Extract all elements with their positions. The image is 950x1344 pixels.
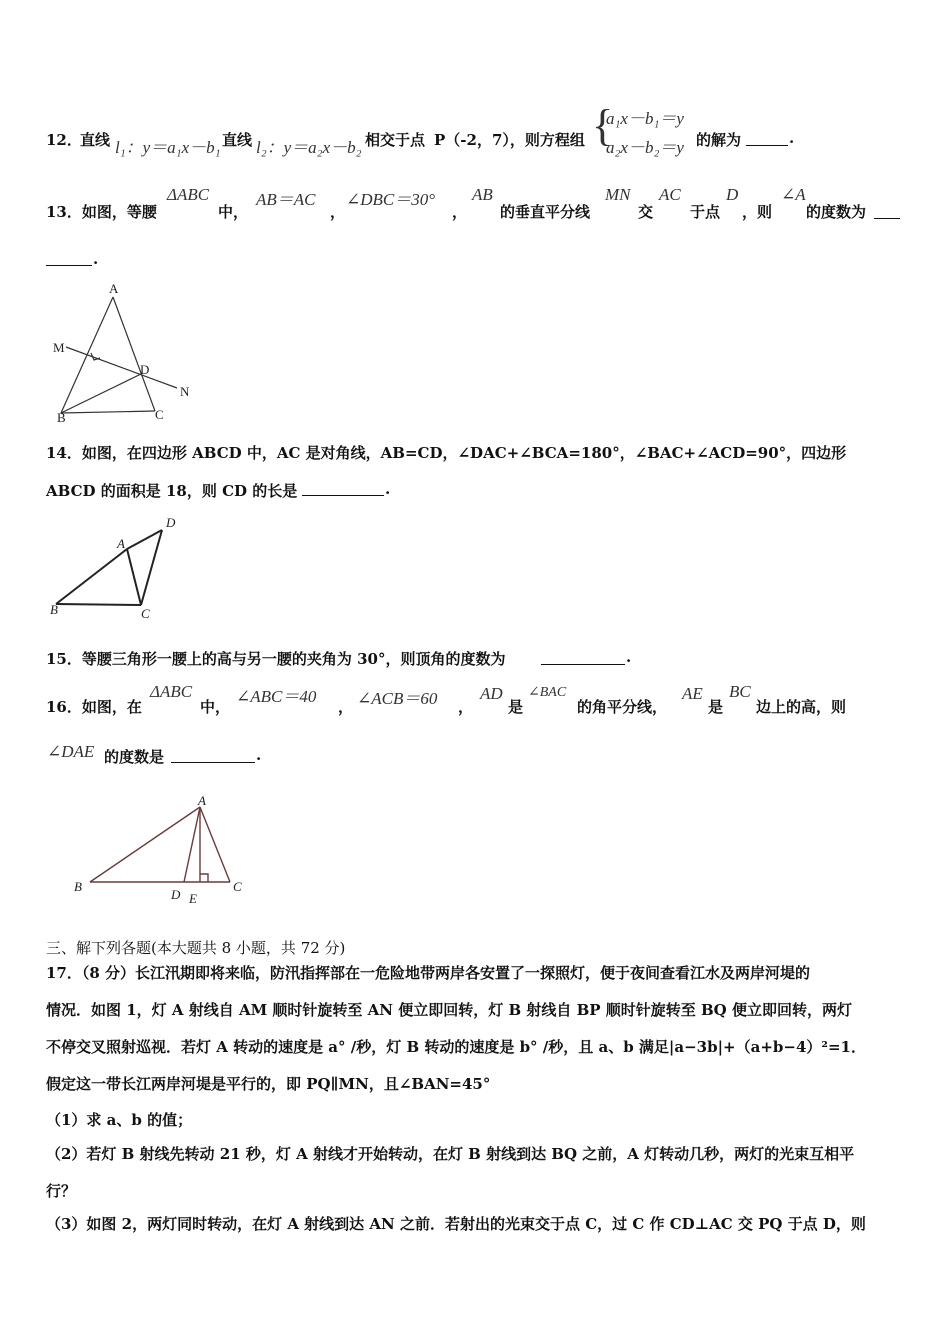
q12-intersect: 相交于点 <box>365 131 426 149</box>
q17-part-2-line-2: 行？ <box>46 1182 77 1200</box>
q17-part-3: （3）如图 2，两灯同时转动，在灯 A 射线到达 AN 之前．若射出的光束交于点 C，过 C 作 CD⊥AC 交 PQ 于点 D，则 <box>46 1215 866 1233</box>
section-3-heading: 三、解下列各题(本大题共 8 小题，共 72 分) <box>46 939 346 957</box>
q12-word-line1: 直线 <box>80 131 111 149</box>
q13-text-7: ，则 <box>742 203 773 221</box>
q14-edge-ba <box>56 549 127 604</box>
q14-figure <box>46 515 196 625</box>
q12-line-l2: l₂：y＝a₂x－b₂ <box>256 138 362 157</box>
q13-text-2: ， <box>330 203 346 221</box>
q13-text-8: 的度数为 <box>806 203 867 221</box>
q13-answer-blank-b[interactable] <box>46 265 92 266</box>
q16-triangle: ΔABC <box>150 682 193 701</box>
q16-label-b: B <box>74 879 82 894</box>
q16-label-e: E <box>189 891 197 906</box>
q13-text-1: 中， <box>218 203 249 221</box>
q13-right-angle-mark <box>91 353 100 360</box>
q17-line-4: 假定这一带长江两岸河堤是平行的，即 PQ∥MN，且∠BAN=45° <box>46 1075 491 1093</box>
q13-end: . <box>93 250 99 268</box>
q14-end: . <box>385 480 391 498</box>
q12-word-line2: 直线 <box>222 131 253 149</box>
q15-answer-blank[interactable] <box>541 664 625 665</box>
q16-bc: BC <box>729 682 751 701</box>
q16-text-3: ， <box>458 698 474 716</box>
q14-edge-dc <box>141 530 162 605</box>
q16-answer-blank[interactable] <box>171 762 255 763</box>
q12-tail: 的解为 <box>696 131 742 149</box>
q16-label-d: D <box>171 887 181 902</box>
q13-figure <box>46 280 206 425</box>
q16-bisector-ad <box>184 807 200 882</box>
q16-angle-abc: ∠ABC＝40 <box>236 687 317 706</box>
q14-label-a: A <box>117 536 125 551</box>
q13-angle-dbc: ∠DBC＝30° <box>346 190 436 209</box>
q13-answer-blank-a[interactable] <box>874 218 900 219</box>
q13-number: 13．如图，等腰 <box>46 203 157 221</box>
q16-label-a: A <box>198 793 206 808</box>
q17-line-1: 17．（8 分）长江汛期即将来临，防汛指挥部在一危险地带两岸各安置了一探照灯，便于夜间查看江水及两岸河堤的 <box>46 964 811 982</box>
q12-point: P（-2，7），则方程组 <box>434 131 585 149</box>
q17-line-3: 不停交叉照射巡视．若灯 A 转动的速度是 a° /秒，灯 B 转动的速度是 b° /秒，且 a、b 满足|a−3b|+（a+b−4）²=1． <box>46 1038 866 1056</box>
q13-label-n: N <box>180 384 190 399</box>
q16-end: . <box>256 746 262 764</box>
q16-text-8: 的度数是 <box>104 748 165 766</box>
q13-edge-bd <box>61 374 141 413</box>
q16-text-4: 是 <box>508 698 524 716</box>
q16-angle-bac: ∠BAC <box>528 685 567 700</box>
q12-equation-1: a₁x－b₁＝y <box>606 109 684 128</box>
q14-line-1: 14．如图，在四边形 ABCD 中，AC 是对角线，AB=CD，∠DAC+∠BCA=180°，∠BAC+∠ACD=90°，四边形 <box>46 444 847 462</box>
q17-part-2-line-1: （2）若灯 B 射线先转动 21 秒，灯 A 射线才开始转动，在灯 B 射线到达 BQ 之前，A 灯转动几秒，两灯的光束互相平 <box>46 1145 855 1163</box>
q16-right-angle-mark <box>200 874 208 882</box>
q13-text-5: 交 <box>638 203 654 221</box>
q13-label-b: B <box>57 410 66 425</box>
q13-edge-ac <box>113 297 155 411</box>
q13-ac: AC <box>659 185 681 204</box>
q14-label-d: D <box>166 515 176 530</box>
q13-label-d: D <box>140 362 150 377</box>
q16-text-5: 的角平分线， <box>577 698 668 716</box>
q12-line-l1: l₁：y＝a₁x－b₁ <box>115 138 221 157</box>
q12-system-brace: { <box>592 101 614 150</box>
q14-line-2: ABCD 的面积是 18，则 CD 的长是 <box>46 482 298 500</box>
q16-label-c: C <box>233 879 242 894</box>
q16-ae: AE <box>682 684 703 703</box>
q16-angle-acb: ∠ACB＝60 <box>357 689 438 708</box>
q13-ab: AB <box>472 185 493 204</box>
q13-angle-a: ∠A <box>781 185 806 204</box>
q13-mn: MN <box>605 185 631 204</box>
q12-number: 12． <box>46 131 82 149</box>
q12-equation-2: a₂x－b₂＝y <box>606 138 684 157</box>
q13-ab-eq-ac: AB＝AC <box>256 190 316 209</box>
q15-end: . <box>626 648 632 666</box>
q13-line-mn <box>66 347 177 388</box>
q16-figure <box>70 790 260 915</box>
q16-edge-ac <box>200 807 230 882</box>
q14-edge-bc <box>56 604 141 605</box>
q13-label-a: A <box>109 281 119 296</box>
q16-text-2: ， <box>338 698 354 716</box>
q12-end: . <box>789 129 795 147</box>
q16-ad: AD <box>480 684 503 703</box>
q14-diagonal-ac <box>127 549 141 605</box>
q13-triangle: ΔABC <box>167 185 210 204</box>
q13-text-4: 的垂直平分线 <box>500 203 591 221</box>
q13-label-c: C <box>155 407 164 422</box>
q16-text-1: 中， <box>200 698 231 716</box>
q14-answer-blank[interactable] <box>302 495 384 496</box>
q17-line-2: 情况．如图 1，灯 A 射线自 AM 顺时针旋转至 AN 便立即回转，灯 B 射线自 BP 顺时针旋转至 BQ 便立即回转，两灯 <box>46 1001 852 1019</box>
q16-angle-dae: ∠DAE <box>47 742 95 761</box>
q13-label-m: M <box>53 340 65 355</box>
q16-text-6: 是 <box>708 698 724 716</box>
q13-text-3: ， <box>452 203 468 221</box>
q16-edge-ab <box>90 807 200 882</box>
q16-number: 16．如图，在 <box>46 698 142 716</box>
q14-label-b: B <box>50 602 58 617</box>
q12-answer-blank[interactable] <box>746 145 788 146</box>
q13-text-6: 于点 <box>690 203 721 221</box>
q13-edge-bc <box>61 411 155 413</box>
q15-text: 15．等腰三角形一腰上的高与另一腰的夹角为 30°，则顶角的度数为 <box>46 650 506 668</box>
q17-part-1: （1）求 a、b 的值； <box>46 1111 193 1129</box>
q14-label-c: C <box>141 606 150 621</box>
q13-d: D <box>726 185 739 204</box>
q16-text-7: 边上的高，则 <box>756 698 847 716</box>
